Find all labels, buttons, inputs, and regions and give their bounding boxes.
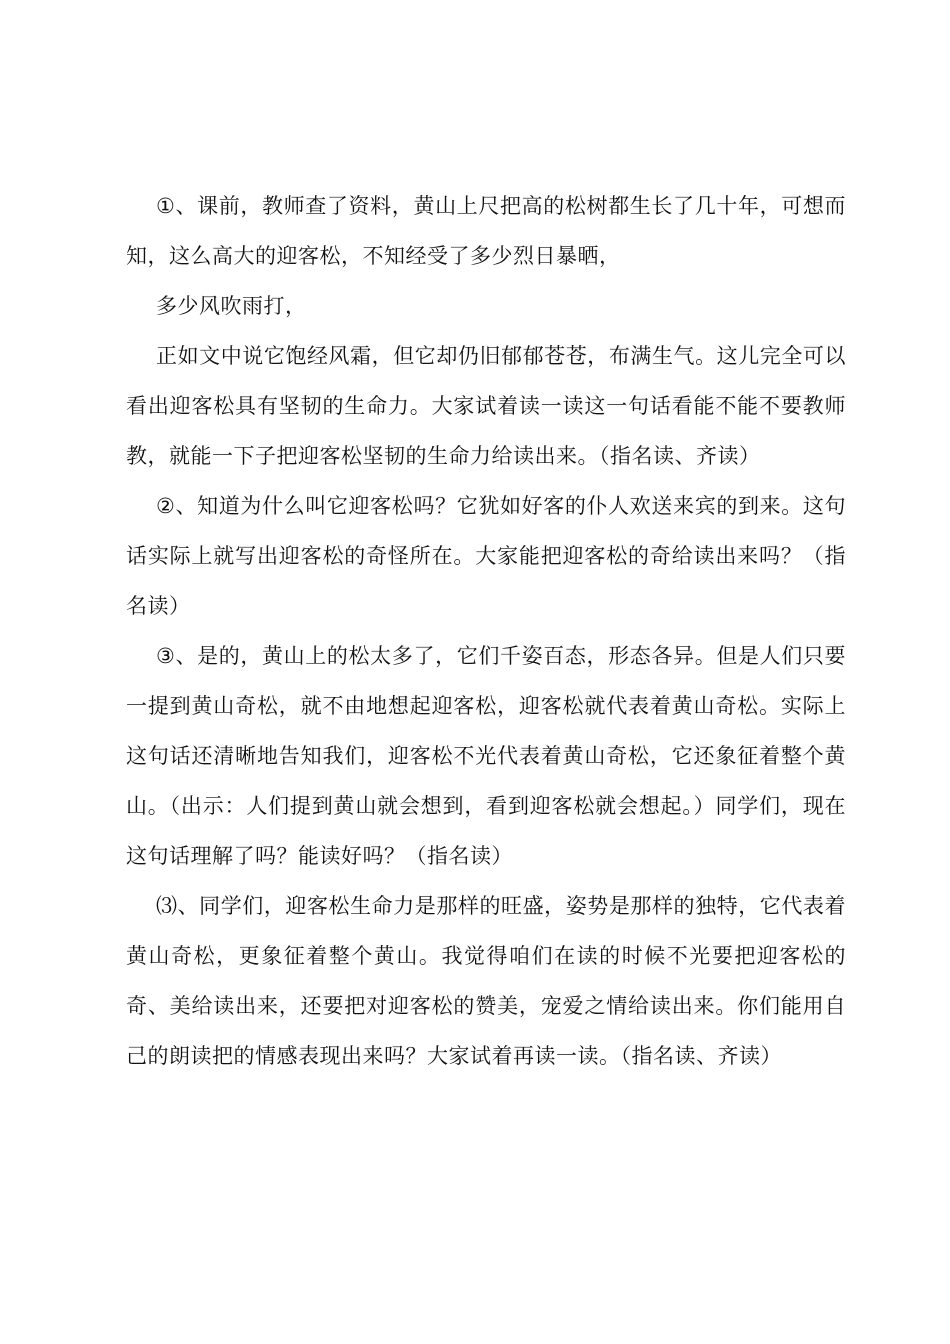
paragraph-4: ②、知道为什么叫它迎客松吗？它犹如好客的仆人欢送来宾的到来。这句话实际上就写出迎客松的奇怪所在。大家能把迎客松的奇给读出来吗？（指名读） [126,494,846,618]
document-body [126,181,846,1081]
paragraph-3: 正如文中说它饱经风霜，但它却仍旧郁郁苍苍，布满生气。这儿完全可以看出迎客松具有坚韧的生命力。大家试着读一读这一句话看能不能不要教师教，就能一下子把迎客松坚韧的生命力给读出来。（指名读、齐读） [126,344,846,468]
paragraph-2: 多少风吹雨打， [156,294,307,318]
paragraph-5: ③、是的，黄山上的松太多了，它们千姿百态，形态各异。但是人们只要一提到黄山奇松，就不由地想起迎客松，迎客松就代表着黄山奇松。实际上这句话还清晰地告知我们，迎客松不光代表着黄山奇松，它还象征着整个黄山。（出示：人们提到黄山就会想到，看到迎客松就会想起。）同学们，现在这句话理解了吗？能读好吗？（指名读） [126,644,846,868]
paragraph-1: ①、课前，教师查了资料，黄山上尺把高的松树都生长了几十年，可想而知，这么高大的迎客松，不知经受了多少烈日暴晒， [126,194,846,268]
paragraph-6: ⑶、同学们，迎客松生命力是那样的旺盛，姿势是那样的独特，它代表着黄山奇松，更象征着整个黄山。我觉得咱们在读的时候不光要把迎客松的奇、美给读出来，还要把对迎客松的赞美，宠爱之情给读出来。你们能用自己的朗读把的情感表现出来吗？大家试着再读一读。（指名读、齐读） [126,894,846,1068]
